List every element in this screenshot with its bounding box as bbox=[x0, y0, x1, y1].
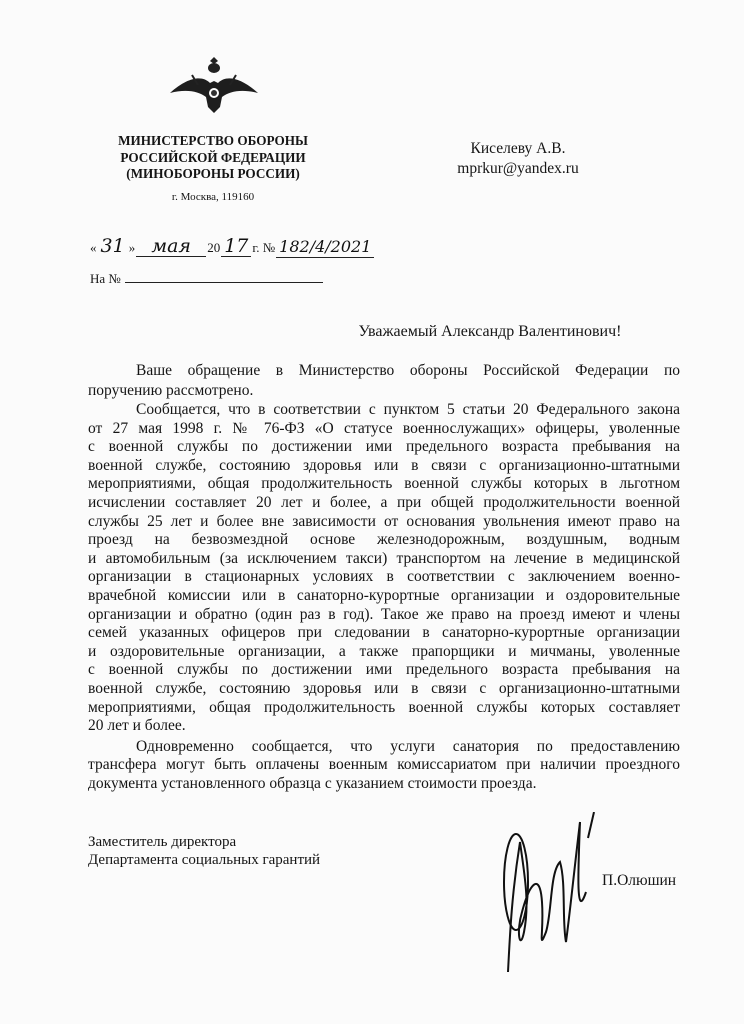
reply-to-label: На № bbox=[90, 271, 121, 286]
body-line: с военной службы по достижении ими предельного возраста пребывания на bbox=[88, 438, 680, 456]
body-line: службы 25 лет и более вне зависимости от основания увольнения имеют право на bbox=[88, 512, 680, 530]
body-line: исчислении составляет 20 лет и более, а при общей продолжительности военной bbox=[88, 493, 680, 511]
body-line: военной службе, состоянию здоровья или в связи с организационно-штатными bbox=[88, 456, 680, 474]
body-line: от 27 мая 1998 г. № 76-ФЗ «О статусе военнослужащих» офицеры, уволенные bbox=[88, 419, 680, 437]
body-line: и автомобильным (за исключением такси) транспортом на лечение в медицинской bbox=[88, 549, 680, 567]
quote-open: « bbox=[90, 240, 97, 255]
year-number-label: г. № bbox=[252, 240, 276, 255]
addressee-block bbox=[420, 139, 616, 179]
signatory-name: П.Олюшин bbox=[602, 872, 677, 889]
body-line: и оздоровительные организации, а также прапорщики и мичманы, уволенные bbox=[88, 642, 680, 660]
letter-body bbox=[88, 361, 680, 793]
signatory-title bbox=[88, 833, 320, 869]
body-paragraph bbox=[88, 738, 680, 794]
body-line: документа установленного образца с указанием стоимости проезда. bbox=[88, 774, 537, 792]
date-number-line bbox=[90, 236, 375, 258]
body-line: Сообщается, что в соответствии с пунктом 5 статьи 20 Федерального закона bbox=[136, 401, 680, 418]
body-line: с военной службы по достижении ими предельного возраста пребывания на bbox=[88, 661, 680, 679]
body-line: трансфера могут быть оплачены военным комиссариатом при наличии проездного bbox=[88, 756, 680, 774]
body-line: проезд на безвозмездной основе железнодорожным, воздушным, водным bbox=[88, 531, 680, 549]
handwritten-day: 31 bbox=[100, 235, 125, 257]
body-line: организации и обратно (один раз в год). Такое же право на проезд имеют и члены bbox=[88, 605, 680, 623]
body-line: организации в стационарных условиях в соответствии с заключением военно- bbox=[88, 568, 680, 586]
signatory-title-line: Департамента социальных гарантий bbox=[88, 852, 321, 868]
addressee-email: mprkur@yandex.ru bbox=[457, 160, 579, 177]
body-line: семей указанных офицеров при следовании в санаторно-курортные организации bbox=[88, 624, 680, 642]
greeting: Уважаемый Александр Валентинович! bbox=[358, 323, 622, 340]
org-line: РОССИЙСКОЙ ФЕДЕРАЦИИ bbox=[120, 149, 306, 165]
addressee-name: Киселеву А.В. bbox=[470, 140, 566, 157]
year-prefix: 20 bbox=[207, 240, 221, 255]
body-line: мероприятиями, общая продолжительность военной службы которых составляет bbox=[88, 698, 680, 716]
ministry-name bbox=[100, 133, 326, 183]
body-line: 20 лет и более. bbox=[88, 717, 186, 735]
body-line: Одновременно сообщается, что услуги санатория по предоставлению bbox=[136, 737, 680, 755]
reply-to-line bbox=[90, 270, 323, 287]
body-line: военной службе, состоянию здоровья или в связи с организационно-штатными bbox=[88, 679, 680, 697]
signatory-title-line: Заместитель директора bbox=[88, 834, 237, 850]
handwritten-year: 17 bbox=[221, 236, 251, 257]
org-line: МИНИСТЕРСТВО ОБОРОНЫ bbox=[118, 133, 308, 148]
double-headed-eagle-emblem bbox=[168, 55, 260, 115]
body-line: поручению рассмотрено. bbox=[88, 382, 254, 399]
reply-to-blank bbox=[125, 270, 323, 283]
body-line: Ваше обращение в Министерство обороны Российской Федерации по bbox=[136, 362, 680, 379]
handwritten-reg-number: 182/4/2021 bbox=[276, 237, 374, 258]
handwritten-signature bbox=[480, 812, 600, 982]
body-line: врачебной комиссии или в санаторно-курортные организации и оздоровительные bbox=[88, 586, 680, 604]
handwritten-month: мая bbox=[136, 236, 206, 257]
city-address: г. Москва, 119160 bbox=[171, 191, 255, 203]
body-paragraph bbox=[88, 401, 680, 736]
body-paragraph bbox=[88, 361, 680, 401]
body-line: мероприятиями, общая продолжительность военной службы которых в льготном bbox=[88, 475, 680, 493]
quote-close: » bbox=[128, 240, 136, 255]
org-line: (МИНОБОРОНЫ РОССИИ) bbox=[126, 166, 300, 181]
